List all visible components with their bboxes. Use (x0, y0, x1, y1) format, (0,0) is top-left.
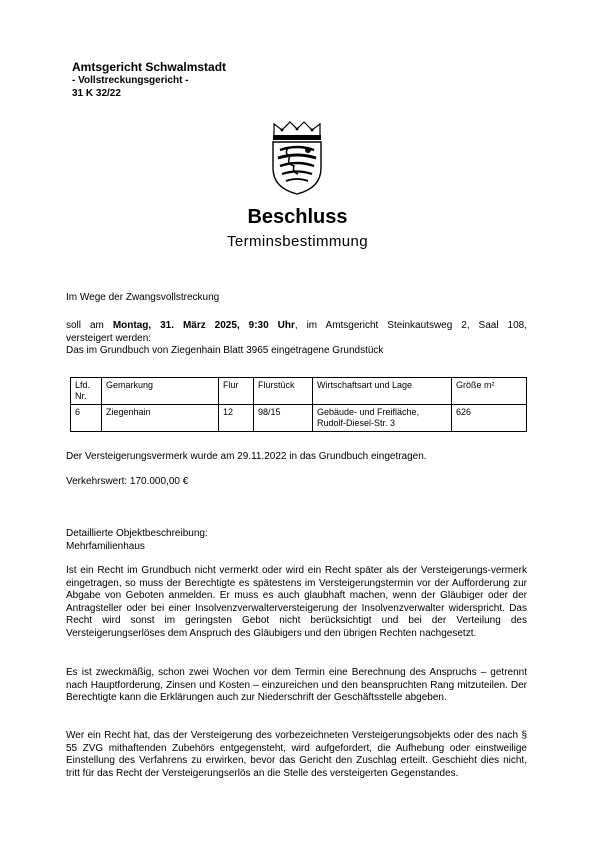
file-number: 31 K 32/22 (72, 88, 121, 99)
object-description (66, 528, 527, 553)
property-table (70, 377, 527, 432)
paragraph-claim-calculation: Es ist zweckmäßig, schon zwei Wochen vor dem Termin eine Berechnung des Anspruchs – getrennt nach Hauptforderung, Zinsen und Kosten – einzureichen und den beanspruchten Rang mitzuteilen. Der Berechtigte kann die Erklärungen auch zur Niederschrift der Geschäftsstelle abgeben. (66, 667, 527, 703)
auction-date: Montag, 31. März 2025, 9:30 Uhr (112, 320, 295, 331)
property-table-header (71, 378, 527, 405)
court-department: - Vollstreckungsgericht - (72, 75, 189, 86)
document-title: Beschluss (247, 206, 348, 228)
court-header (72, 60, 226, 100)
cell-flurstueck: 98/15 (254, 405, 313, 432)
hesse-coat-of-arms-icon (268, 120, 326, 196)
object-description-value: Mehrfamilienhaus (66, 540, 145, 552)
cell-groesse: 626 (452, 405, 527, 432)
schedule-line-1 (66, 320, 527, 333)
paragraph-registration-rights: Ist ein Recht im Grundbuch nicht vermerkt oder wird ein Recht später als der Versteigerungs-vermerk eingetragen, so muss der Berechtigte es spätestens im Versteigerungstermin vor der Aufforderung zur Abgabe von Geboten anmelden. Er muss es auch glaubhaft machen, wenn der Gläubiger oder der Antragsteller oder bei einer Insolvenzverwalterversteigerung der Insolvenzverwalter widerspricht. Das Recht wird sonst im geringsten Gebot nicht berücksichtigt und bei der Verteilung des Versteigerungserlöses dem Anspruch des Gläubigers und den übrigen Rechten nachgesetzt. (66, 565, 527, 639)
header-gemarkung: Gemarkung (102, 378, 219, 405)
schedule-location: , im Amtsgericht Steinkautsweg 2, Saal 108, (294, 320, 527, 331)
header-wirtschaftsart: Wirtschaftsart und Lage (313, 378, 452, 405)
schedule-prefix: soll am (66, 320, 104, 331)
object-description-label: Detaillierte Objektbeschreibung: (66, 528, 208, 539)
schedule-block (66, 320, 527, 358)
schedule-line-3: Das im Grundbuch von Ziegenhain Blatt 3965 eingetragene Grundstück (66, 345, 384, 356)
market-value: Verkehrswert: 170.000,00 € (66, 476, 189, 487)
header-groesse: Größe m² (452, 378, 527, 405)
document-subtitle: Terminsbestimmung (226, 233, 368, 250)
registration-note: Der Versteigerungsvermerk wurde am 29.11.2022 in das Grundbuch eingetragen. (66, 451, 427, 462)
table-row (71, 405, 527, 432)
header-flurstueck: Flurstück (254, 378, 313, 405)
paragraph-opposing-rights: Wer ein Recht hat, das der Versteigerung des vorbezeichneten Versteigerungsobjekts oder des nach § 55 ZVG mithaftenden Zubehörs entgegensteht, wird aufgefordert, die Aufhebung oder einstweilige Einstellung des Verfahrens zu erwirken, bevor das Gericht den Zuschlag erteilt. Geschieht dies nicht, tritt für das Recht der Versteigerungserlös an die Stelle des versteigerten Gegenstandes. (66, 730, 527, 779)
cell-gemarkung: Ziegenhain (102, 405, 219, 432)
schedule-line-2: versteigert werden: (66, 332, 152, 344)
intro-text: Im Wege der Zwangsvollstreckung (66, 292, 220, 303)
court-name: Amtsgericht Schwalmstadt (72, 60, 227, 74)
cell-wirtschaftsart: Gebäude- und Freifläche, Rudolf-Diesel-Str. 3 (313, 405, 452, 432)
cell-lfd-nr: 6 (71, 405, 102, 432)
header-lfd-nr: Lfd. Nr. (71, 378, 102, 405)
header-flur: Flur (219, 378, 254, 405)
cell-flur: 12 (219, 405, 254, 432)
